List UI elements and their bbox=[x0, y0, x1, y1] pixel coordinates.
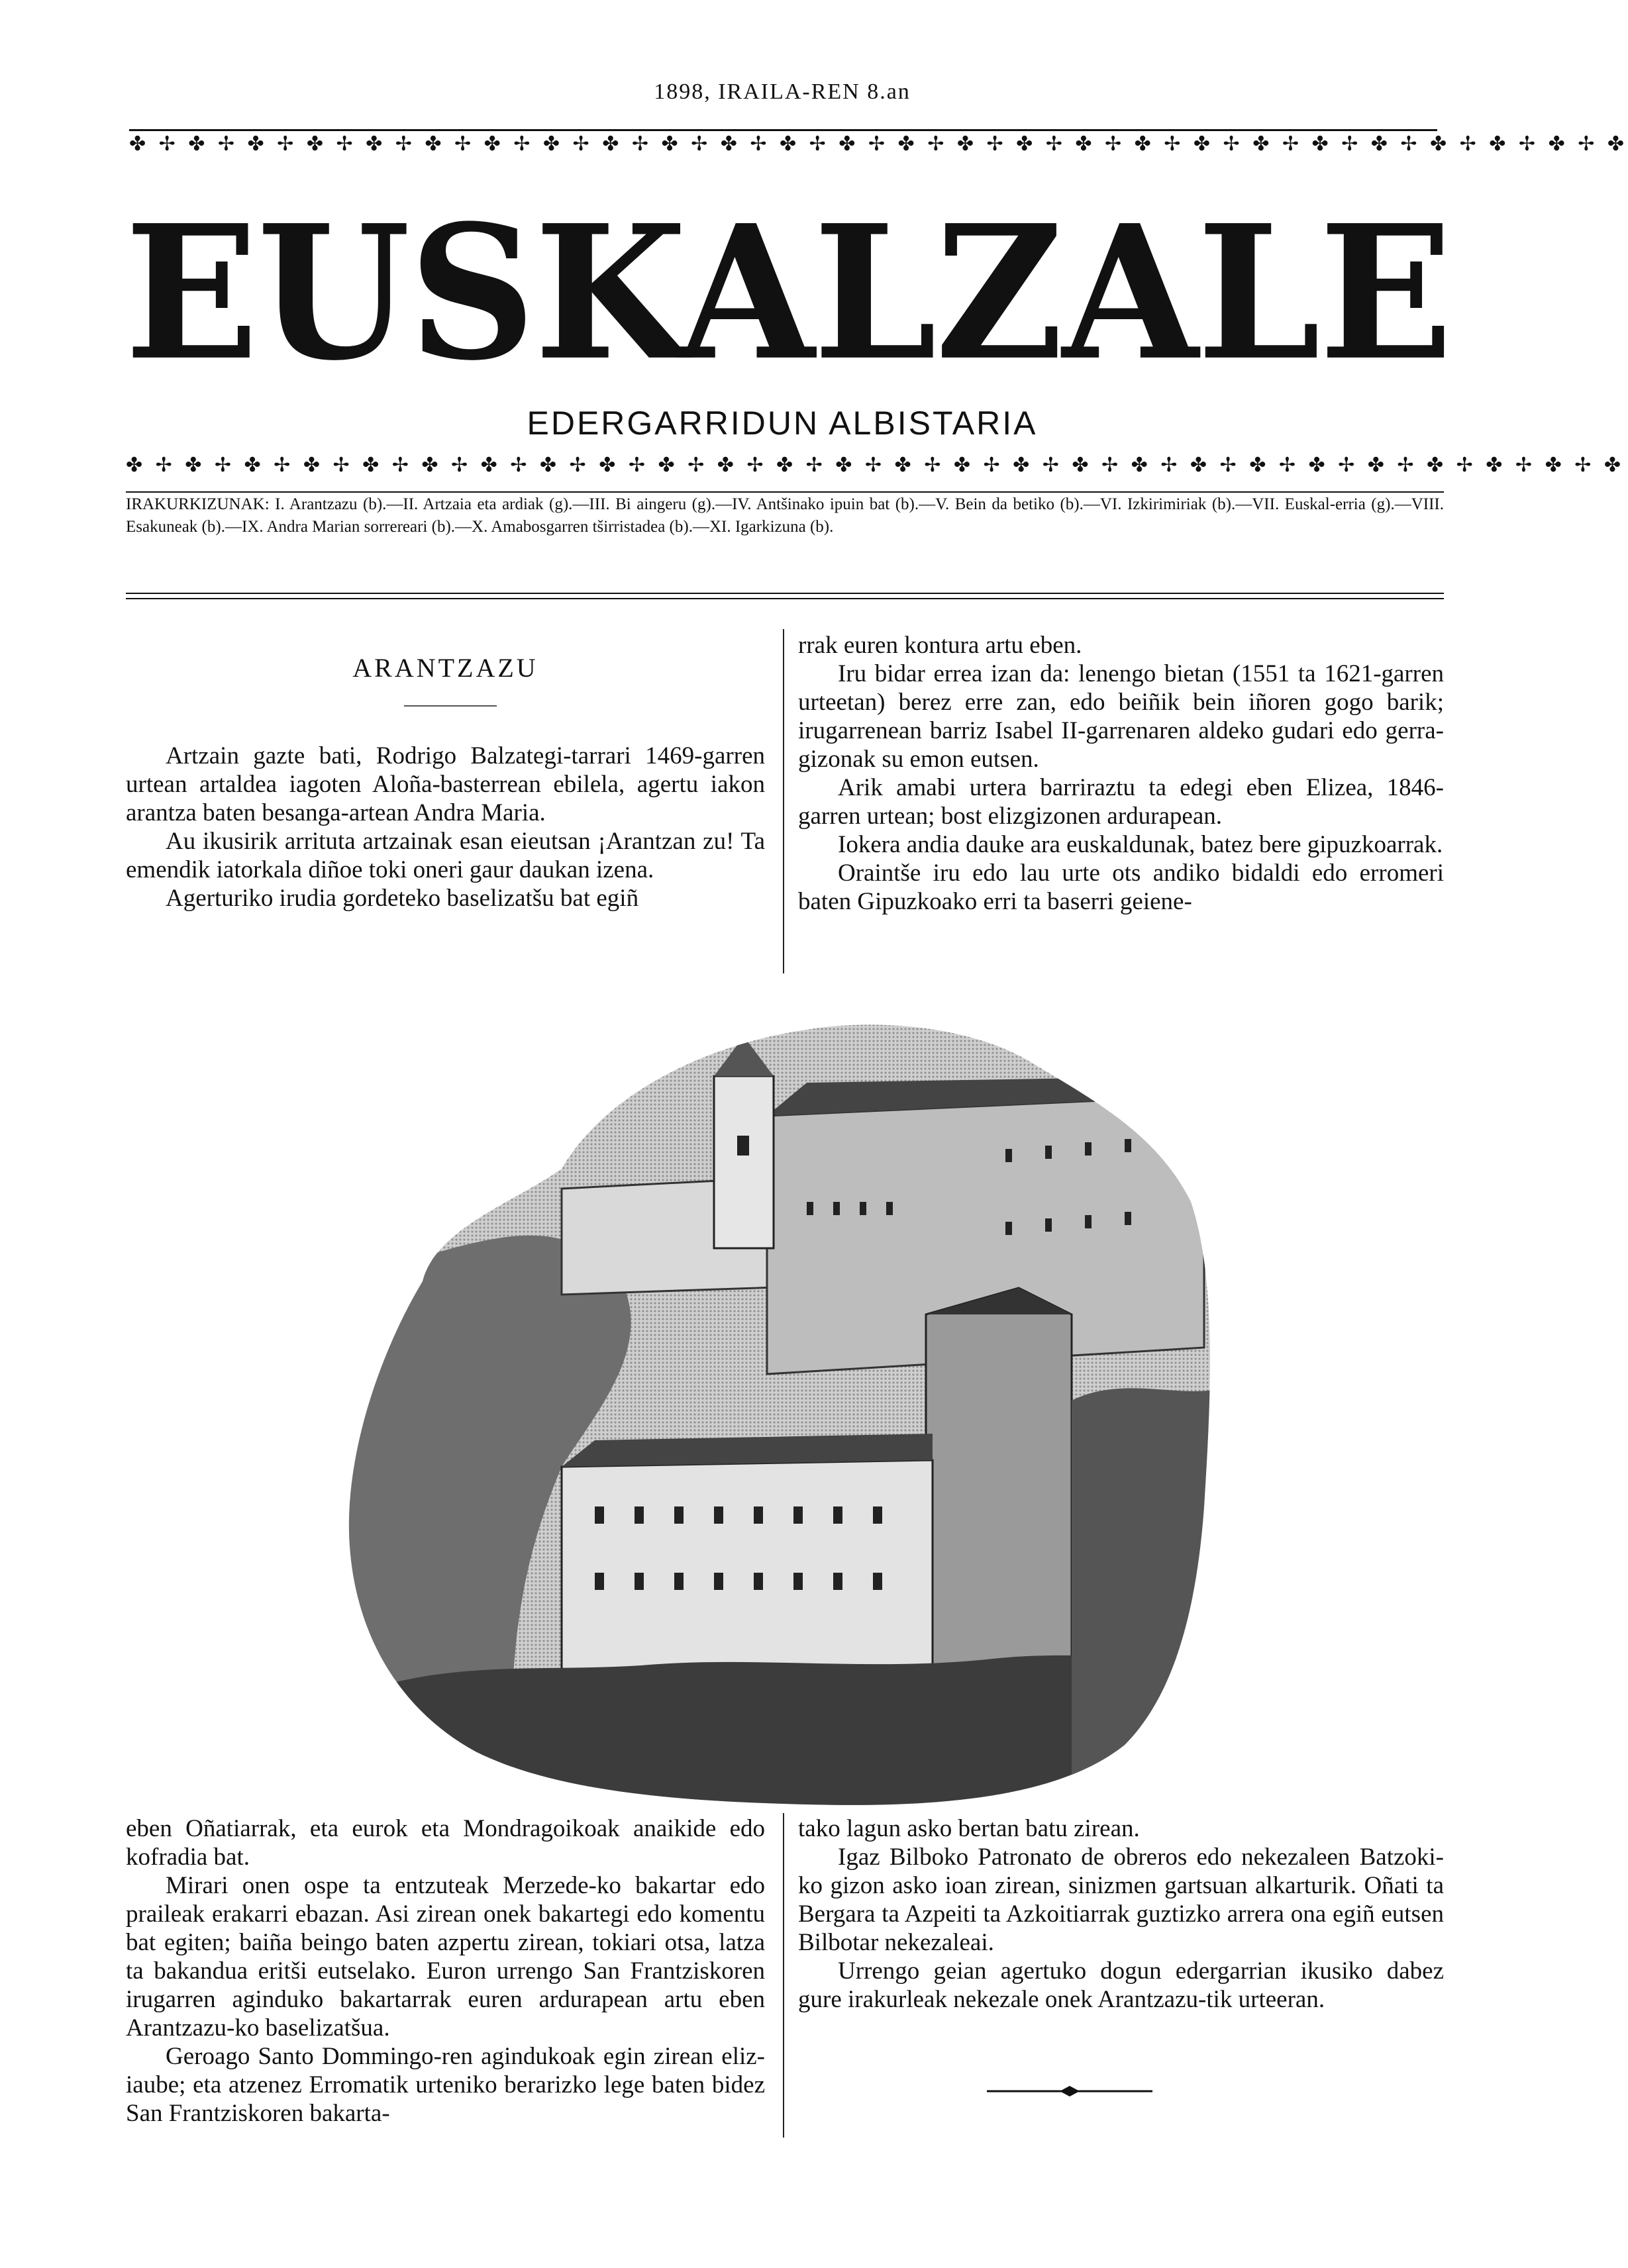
table-of-contents: IRAKURKIZUNAK: I. Arantzazu (b).—II. Artzaia eta ardiak (g).—III. Bi aingeru (g).—IV. Antšinako ipuin bat (b).—V. Bein da betiko (b).—VI. Izkirimiriak (b).—VII. Euskal-erria (g).—VIII. Esakuneak (b).—IX. Andra Marian sorrereari (b).—X. Amabosgarren tširristadea (b).—XI. Igarkizuna (b). bbox=[126, 495, 1444, 536]
paragraph: Artzain gazte bati, Rodrigo Balzategi-tarrari 1469-garren urtean artaldea iagoten Aloña-basterrean ebilela, agertu iakon arantza baten besanga-artean Andra Maria. bbox=[126, 742, 765, 826]
paragraph: tako lagun asko bertan batu zirean. bbox=[798, 1815, 1140, 1842]
paragraph: Agerturiko irudia gordeteko baselizatšu bat egiñ bbox=[166, 885, 639, 912]
sanctuary-photograph bbox=[343, 1003, 1224, 1818]
article-right-top bbox=[798, 631, 1444, 916]
paragraph: Igaz Bilboko Patronato de obreros edo nekezaleen Batzoki-ko gizon asko ioan zirean, sinizmen gartsuan alkarturik. Oñati ta Bergara ta Azpeiti ta Azkoitiarrak guztizko arrera ona egiñ eutsen Bilbotar nekezaleai. bbox=[798, 1844, 1444, 1956]
article-heading: ARANTZAZU bbox=[352, 653, 538, 683]
paragraph: Mirari onen ospe ta entzuteak Merzede-ko bakartar edo praileak erakarri ebazan. Asi zirean onek bakartegi edo komentu bat egiten; baiña beingo baten azpertu zirean, tokiari otsa, latza ta bakandua eritši eutselako. Euron urrengo San Frantziskoren irugarren aginduko bakartarrak euren ardurapean artu eben Arantzazu-ko baselizatšua. bbox=[126, 1872, 765, 2042]
column-rule-bottom bbox=[783, 1813, 784, 2138]
top-ornament-border: ✤ ✢ ✤ ✢ ✤ ✢ ✤ ✢ ✤ ✢ ✤ ✢ ✤ ✢ ✤ ✢ ✤ ✢ ✤ ✢ ✤ ✢ ✤ ✢ ✤ ✢ ✤ ✢ ✤ ✢ ✤ ✢ ✤ ✢ ✤ ✢ ✤ ✢ ✤ ✢ ✤ ✢ ✤ ✢ ✤ ✢ ✤ ✢ ✤ ✢ ✤ bbox=[129, 129, 1437, 159]
paragraph: rrak euren kontura artu eben. bbox=[798, 632, 1082, 659]
end-divider-ornament bbox=[987, 2085, 1152, 2098]
paragraph: Urrengo geian agertuko dogun edergarrian ikusiko dabez gure irakurleak nekezale onek Arantzazu-tik urteeran. bbox=[798, 1957, 1444, 2013]
paragraph: Iru bidar errea izan da: lenengo bietan (1551 ta 1621-garren urteetan) berez erre zan, edo beiñik bein iñoren gogo barik; irugarrenean barriz Isabel II-garrenaren aldeko gudari edo gerra-gizonak su emon eutsen. bbox=[798, 660, 1444, 773]
paragraph: Geroago Santo Dommingo-ren agindukoak egin zirean eliz-iaube; eta atzenez Erromatik urteniko berarizko lege baten bidez San Frantziskoren bakarta- bbox=[126, 2043, 765, 2127]
article-right-bottom bbox=[798, 1814, 1444, 2014]
dateline: 1898, IRAILA-REN 8.an bbox=[654, 79, 911, 104]
article-left-bottom bbox=[126, 1814, 765, 2128]
mid-ornament-border: ✤ ✢ ✤ ✢ ✤ ✢ ✤ ✢ ✤ ✢ ✤ ✢ ✤ ✢ ✤ ✢ ✤ ✢ ✤ ✢ ✤ ✢ ✤ ✢ ✤ ✢ ✤ ✢ ✤ ✢ ✤ ✢ ✤ ✢ ✤ ✢ ✤ ✢ ✤ ✢ ✤ ✢ ✤ ✢ ✤ ✢ ✤ ✢ ✤ ✢ ✤ bbox=[126, 454, 1625, 476]
column-rule-top bbox=[783, 629, 784, 973]
article-left-top bbox=[126, 742, 765, 912]
paragraph: Iokera andia dauke ara euskaldunak, batez bere gipuzkoarrak. bbox=[838, 831, 1443, 858]
masthead-title: EUSKALZALE bbox=[125, 185, 1452, 402]
paragraph: eben Oñatiarrak, eta eurok eta Mondragoikoak anaikide edo kofradia bat. bbox=[126, 1815, 765, 1871]
heading-rule bbox=[404, 705, 497, 707]
paragraph: Au ikusirik arrituta artzainak esan eieutsan ¡Arantzan zu! Ta emendik iatorkala diñoe toki oneri gaur daukan izena. bbox=[126, 828, 765, 883]
paragraph: Oraintše iru edo lau urte ots andiko bidaldi edo erromeri baten Gipuzkoako erri ta baserri geiene- bbox=[798, 860, 1444, 915]
toc-top-rule bbox=[126, 491, 1444, 493]
toc-bottom-rule-2 bbox=[126, 598, 1444, 599]
paragraph: Arik amabi urtera barriraztu ta edegi eben Elizea, 1846-garren urtean; bost elizgizonen ardurapean. bbox=[798, 774, 1444, 830]
masthead-subtitle: EDERGARRIDUN ALBISTARIA bbox=[527, 405, 1038, 442]
toc-bottom-rule bbox=[126, 593, 1444, 594]
